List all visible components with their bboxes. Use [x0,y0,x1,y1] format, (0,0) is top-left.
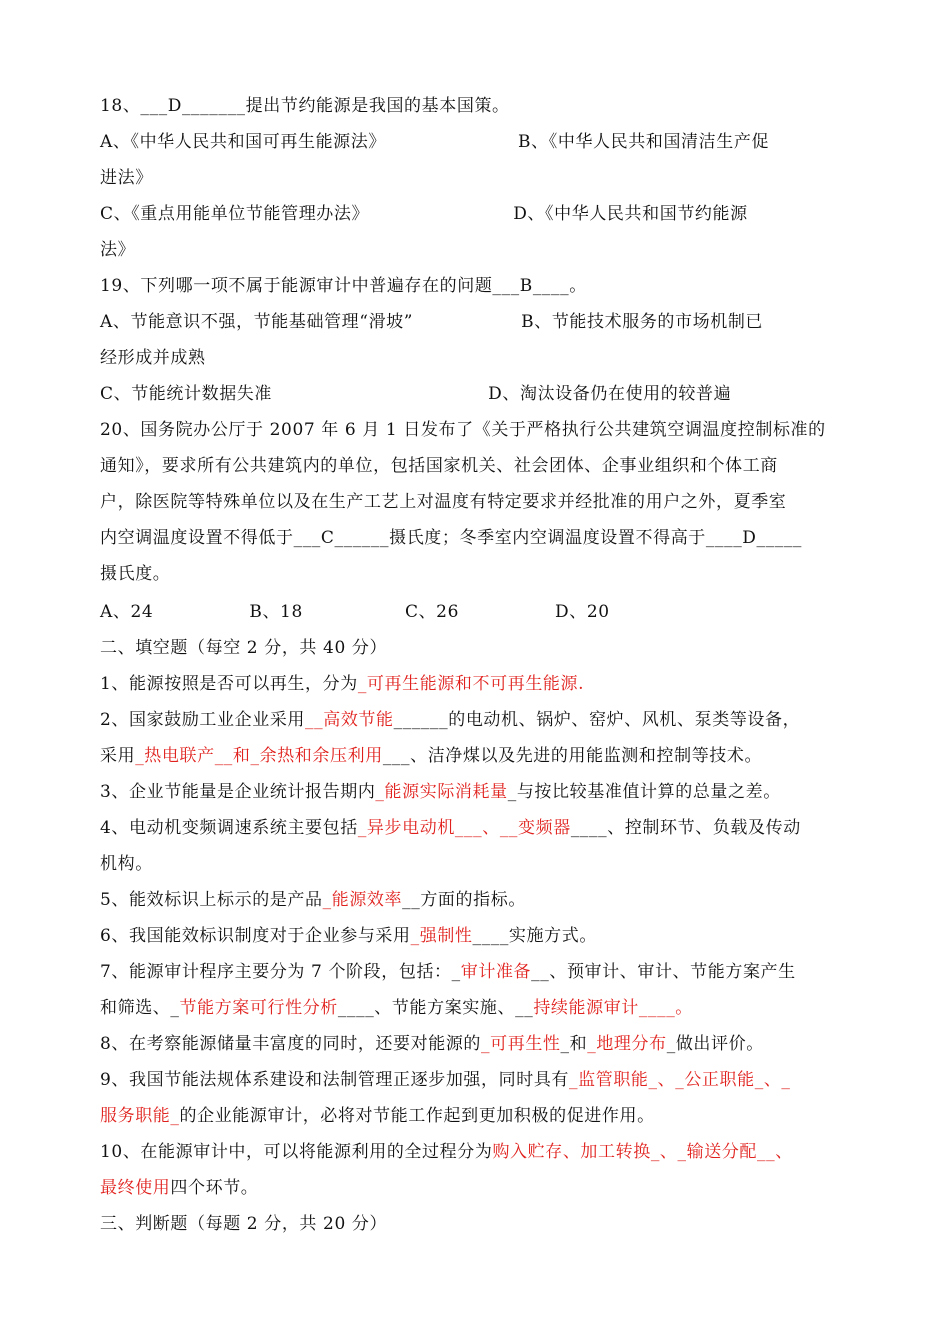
line-text: 19、下列哪一项不属于能源审计中普遍存在的问题___B____。 [100,276,587,296]
text-line [100,275,860,297]
line-text: _做出评价。 [666,1034,764,1054]
text-line [100,491,860,513]
line-text: 经形成并成熟 [100,348,206,368]
text-line [100,1105,860,1127]
line-text: __方面的指标。 [402,890,526,910]
answer-text: _地理分布 [587,1034,667,1054]
line-text: A、节能意识不强，节能基础管理“滑坡” B、节能技术服务的市场机制已 [100,312,764,332]
line-text: 通知》，要求所有公共建筑内的单位，包括国家机关、社会团体、企事业组织和个体工商 [100,456,778,476]
line-text: 10、在能源审计中，可以将能源利用的全过程分为 [100,1142,493,1162]
line-text: 2、国家鼓励工业企业采用 [100,710,306,730]
text-line [100,637,860,659]
line-text: 进法》 [100,168,153,188]
line-text: 法》 [100,240,136,260]
answer-text: _能源实际消耗量 [375,782,508,802]
line-text: 机构。 [100,854,153,874]
line-text: 8、在考察能源储量丰富度的同时，还要对能源的 [100,1034,482,1054]
text-line [100,239,860,261]
line-text: 摄氏度。 [100,564,171,584]
text-line [100,563,860,585]
text-line [100,419,860,441]
text-line [100,167,860,189]
line-text: 18、___D_______提出节约能源是我国的基本国策。 [100,96,510,116]
answer-text: 购入贮存、加工转换_、_输送分配__、 [492,1142,793,1162]
text-line [100,383,860,405]
text-line [100,853,860,875]
line-text: 5、能效标识上标示的是产品 [100,890,323,910]
text-line [100,347,860,369]
answer-text: 节能方案可行性分析 [179,998,338,1018]
text-line [100,673,860,695]
text-line [100,1033,860,1055]
line-text: 四个环节。 [170,1178,259,1198]
line-text: ___、洁净煤以及先进的用能监测和控制等技术。 [382,746,763,766]
line-text: C、节能统计数据失准 D、淘汰设备仍在使用的较普遍 [100,384,732,404]
text-line [100,131,860,153]
text-line [100,889,860,911]
line-text: ____、节能方案实施、__ [337,998,534,1018]
text-line [100,1213,860,1235]
answer-text: __高效节能 [305,710,394,730]
line-text: 内空调温度设置不得低于___C______摄氏度；冬季室内空调温度设置不得高于____D_____ [100,528,803,548]
text-line [100,1141,860,1163]
text-line [100,1177,860,1199]
line-text: 采用 [100,746,136,766]
line-text: 9、我国节能法规体系建设和法制管理正逐步加强，同时具有 [100,1070,570,1090]
text-line [100,709,860,731]
line-text: A、24 B、18 C、26 D、20 [100,602,610,622]
answer-text: _监管职能_、_公正职能_、_ [569,1070,791,1090]
text-line [100,781,860,803]
answer-text: 审计准备 [460,962,532,982]
answer-text: _能源效率 [322,890,403,910]
text-line [100,203,860,225]
text-line [100,961,860,983]
line-text: __、预审计、审计、节能方案产生 [531,962,796,982]
answer-text: 服务职能_ [100,1106,180,1126]
text-line [100,817,860,839]
text-line [100,601,860,623]
answer-text: _可再生能源和不可再生能源. [357,674,585,694]
line-text: _和 [560,1034,588,1054]
line-text: 和筛选、_ [100,998,180,1018]
line-text: 的企业能源审计，必将对节能工作起到更加积极的促进作用。 [179,1106,655,1126]
text-line [100,745,860,767]
text-line [100,527,860,549]
text-line [100,311,860,333]
line-text: ____、控制环节、负载及传动 [570,818,801,838]
answer-text: _可再生性 [481,1034,561,1054]
answer-text: _热电联产__和_余热和余压利用 [135,746,383,766]
answer-text: _强制性 [410,926,473,946]
answer-text: 持续能源审计____。 [533,998,693,1018]
line-text: 三、判断题（每题 2 分，共 20 分） [100,1214,388,1234]
line-text: 1、能源按照是否可以再生，分为 [100,674,358,694]
line-text: 6、我国能效标识制度对于企业参与采用 [100,926,411,946]
text-line [100,1069,860,1091]
text-line [100,455,860,477]
line-text: 7、能源审计程序主要分为 7 个阶段，包括：_ [100,962,461,982]
line-text: 4、电动机变频调速系统主要包括 [100,818,358,838]
line-text: A、《中华人民共和国可再生能源法》 B、《中华人民共和国清洁生产促 [100,132,770,152]
answer-text: _异步电动机___、__变频器 [357,818,571,838]
line-text: ____实施方式。 [472,926,597,946]
text-line [100,95,860,117]
text-line [100,997,860,1019]
line-text: 户，除医院等特殊单位以及在生产工艺上对温度有特定要求并经批准的用户之外，夏季室 [100,492,787,512]
line-text: _与按比较基准值计算的总量之差。 [507,782,781,802]
line-text: 二、填空题（每空 2 分，共 40 分） [100,638,388,658]
line-text: C、《重点用能单位节能管理办法》 D、《中华人民共和国节约能源 [100,204,748,224]
line-text: 20、国务院办公厅于 2007 年 6 月 1 日发布了《关于严格执行公共建筑空调温度控制标准的 [100,420,826,440]
line-text: 3、企业节能量是企业统计报告期内 [100,782,376,802]
answer-text: 最终使用 [100,1178,171,1198]
text-line [100,925,860,947]
line-text: ______的电动机、锅炉、窑炉、风机、泵类等设备， [393,710,801,730]
